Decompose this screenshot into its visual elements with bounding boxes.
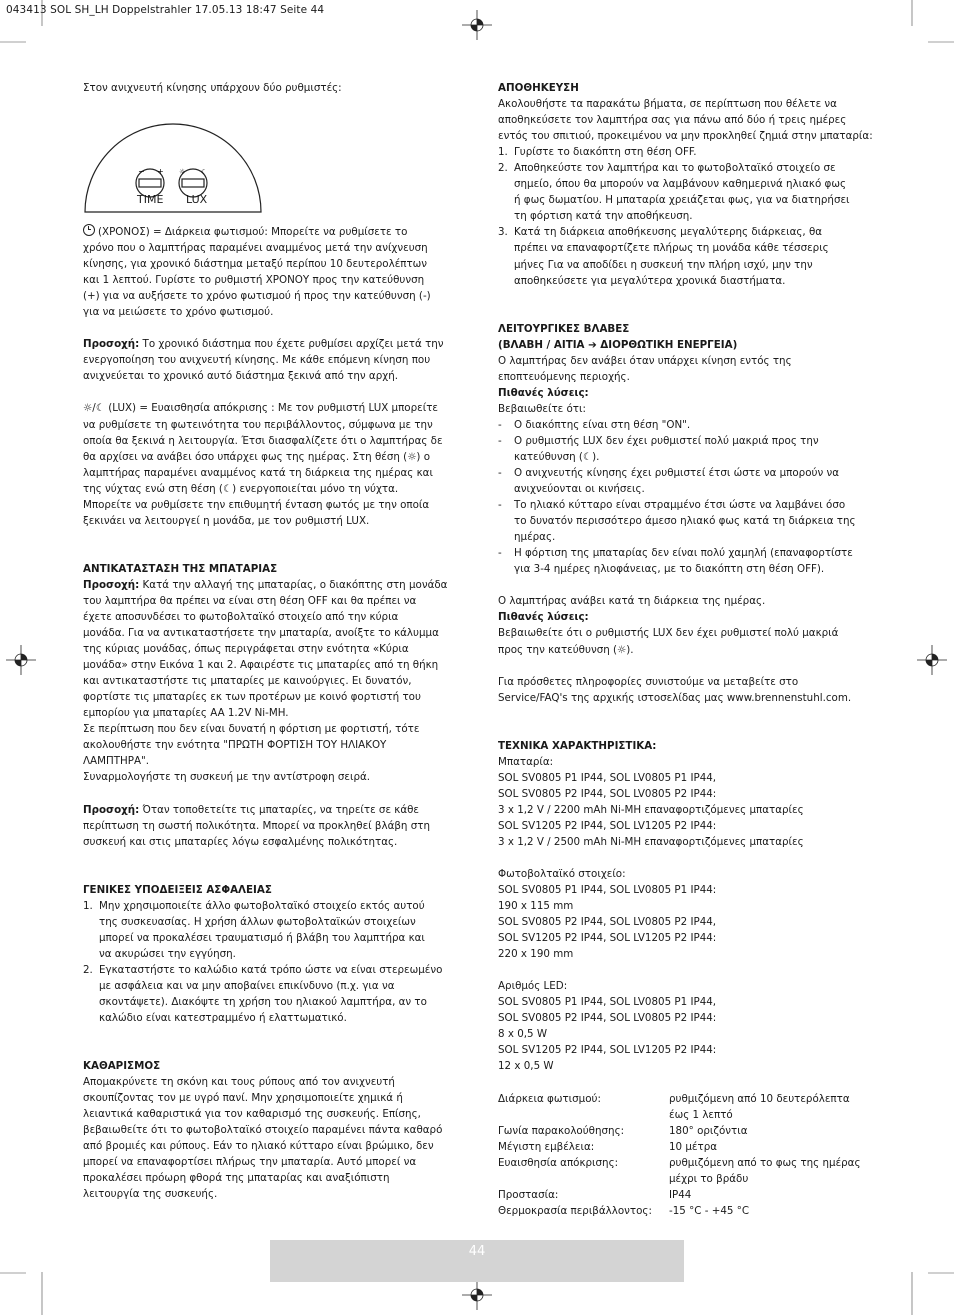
- page-number: 44: [468, 1244, 486, 1259]
- led-spec-block: Αριθμός LED: SOL SV0805 P1 IP44, SOL LV0805 P1 IP44, SOL SV0805 P2 IP44, SOL LV0805 P2 IP44: 8 x 0,5 W SOL SV1205 P2 IP44, SOL LV1205 P2 IP44: 12 x 0,5 W: [498, 980, 717, 1073]
- page-number-bar: [270, 1240, 684, 1282]
- battery-paragraph: Προσοχή: Κατά την αλλαγή της μπαταρίας, ο διακόπτης στη μονάδα του λαμπτήρα θα πρέπει να είναι στη θέση OFF και θα πρέπει να έχετε αποσυνδέσει το φωτοβολταϊκό στοιχείο από την κύρια μονάδα. Για να αντικαταστήσετε την μπαταρία, ανοίξτε το κάλυμμα της κύριας μονάδας, όπως περιγράφεται στην ενότητα «Κύρια μονάδα» στην Εικόνα 1 και 2. Αφαιρέστε τις μπαταρίες από τη θήκη και αντικαταστήστε τις μπαταρίες με καινούργιες. Ει δυνατόν, φορτίστε τις μπαταρίες εκ των προτέρων με κοινό φορτιστή του εμπορίου για μπαταρίες AA 1.2V Ni-MH. Σε περίπτωση που δεν είναι δυνατή η φόρτιση με φορτιστή, τότε ακολουθήστε την ενότητα "ΠΡΩΤΗ ΦΟΡΤΙΣΗ ΤΟΥ ΗΛΙΑΚΟΥ ΛΑΜΠΤΗΡΑ". Συναρμολογήστε τη συσκευή με την αντίστροφη σειρά.: [83, 578, 448, 784]
- lux-label: LUX: [186, 193, 208, 207]
- table-row: Θερμοκρασία περιβάλλοντος: -15 °C - +45 °C: [498, 1204, 750, 1217]
- sensor-diagram: [83, 96, 461, 216]
- solutions-label: Πιθανές λύσεις:: [498, 386, 589, 399]
- more-info: Για πρόσθετες πληροφορίες συνιστούμε να μεταβείτε στο: [498, 675, 799, 688]
- pv-spec-block: Φωτοβολταϊκό στοιχείο: SOL SV0805 P1 IP44, SOL LV0805 P1 IP44: 190 x 115 mm SOL SV0805 P2 IP44, SOL LV0805 P2 IP44, SOL SV1205 P2 IP44, SOL LV1205 P2 IP44: 220 x 190 mm: [498, 867, 717, 961]
- battery-heading: ΑΝΤΙΚΑΤΑΣΤΑΣΗ ΤΗΣ ΜΠΑΤΑΡΙΑΣ: [83, 562, 278, 575]
- left-column: [83, 80, 461, 1202]
- list-item: 1. Μην χρησιμοποιείτε άλλο φωτοβολταϊκό στοιχείο εκτός αυτού της συσκευασίας. Η χρήση άλλων φωτοβολταϊκών στοιχείων μπορεί να προκαλέσει τραυματισμό ή βλάβη του λαμπτήρα και να ακυρώσει την εγγύηση.: [83, 899, 425, 960]
- lux-paragraph: ☼/☾ (LUX) = Ευαισθησία απόκρισης : Με τον ρυθμιστή LUX μπορείτε να ρυθμίσετε τη φωτεινότητα του περιβάλλοντος, σύμφωνα με την οποία θα ξεκινά η λειτουργία. Έτσι διασφαλίζετε ότι ο λαμπτήρας δε θα αρχίσει να ανάβει όσο υπάρχει φως της ημέρας. Στη θέση (☼) ο λαμπτήρας παραμένει αναμμένος κατά τη διάρκεια της ημέρας και της νύχτας ενώ στη θέση (☾) ενεργοποιείται μόνο τη νύχτα. Μπορείτε να ρυθμίσετε την επιθυμητή ένταση φωτός με την οποία ξεκινάει να λειτουργεί η μονάδα, με τον ρυθμιστή LUX.: [83, 402, 443, 527]
- cleaning-paragraph: Απομακρύνετε τη σκόνη και τους ρύπους από τον ανιχνευτή σκουπίζοντας τον με υγρό πανί. Μην χρησιμοποιείτε χημικά ή λειαντικά καθαριστικά για τον καθαρισμό της συσκευής. Επίσης, βεβαιωθείτε ότι το φωτοβολταϊκό στοιχείο παραμένει πάντα καθαρό από βρομιές και ρύπους. Εάν το ηλιακό κύτταρο είναι βρώμικο, δεν μπορεί να επαναφορτίσει πλήρως την μπαταρία. Αυτό μπορεί να προκαλέσει πρόωρη φθορά της μπαταρίας και αναξιόπιστη λειτουργία της συσκευής.: [83, 1076, 443, 1201]
- list-item: 2. Εγκαταστήστε το καλώδιο κατά τρόπο ώστε να είναι στερεωμένο με ασφάλεια και να μην αποβαίνει επικίνδυνο (π.χ. για να σκοντάψετε). Διακόψτε τη χρήση του ηλιακού λαμπτήρα, αν το καλώδιο είναι κατεστραμμένο ή ελαττωματικό.: [83, 963, 443, 1025]
- sensor-housing-drawing: [83, 100, 263, 216]
- intro-text: Στον ανιχνευτή κίνησης υπάρχουν δύο ρυθμιστές:: [83, 82, 342, 94]
- time-minus-glyph: −: [138, 167, 145, 177]
- fault-check-list: [498, 417, 878, 577]
- right-column: ΑΠΟΘΗΚΕΥΣΗ Ακολουθήστε τα παρακάτω βήματα, σε περίπτωση που θέλετε να αποθηκεύσετε τον λαμπτήρα σας για πάνω από δύο ή τρεις ημέρες εντός του σπιτιού, προκειμένου να μην προκληθεί ζημιά στην μπαταρία: 1. Γυρίστε το διακόπτη στη θέση OFF. 2. Αποθηκεύστε τον λαμπτήρα και το φωτοβολταϊκό στοιχείο σε σημείο, όπου θα μπορούν να λαμβάνουν καθημερινά ηλιακό φως ή φως δωματίου. Η μπαταρία χρειάζεται φως, για να διατηρήσει τη φόρτιση κατά την αποθήκευση. 3. Κατά τη διάρκεια αποθήκευσης μεγαλύτερης διάρκειας, θα πρέπει να επαναφορτίζετε πλήρως τη μονάδα κάθε τέσσερις μήνες Για να αποδίδει η συσκευή την πλήρη ισχύ, μην την αποθηκεύσετε για μεγαλύτερα χρονικά διαστήματα. ΛΕΙΤΟΥΡΓΙΚΕΣ ΒΛΑΒΕΣ (ΒΛΑΒΗ / ΑΙΤΙΑ ➔ ΔΙΟΡΘΩΤΙΚΗ ΕΝΕΡΓΕΙΑ) Ο λαμπτήρας δεν ανάβει όταν υπάρχει κίνηση εντός της εποπτευόμενης περιοχής. Πιθανές λύσεις: Βεβαιωθείτε ότι: - Ο διακόπτης είναι στη θέση "ON". - Ο ρυθμιστής LUX δεν έχει ρυθμιστεί πολύ μακριά προς την κατεύθυνση (☾). - Ο ανιχνευτής κίνησης έχει ρυθμιστεί έτσι ώστε να μπορούν να ανιχνεύονται οι κινήσεις. - Το ηλιακό κύτταρο είναι στραμμένο έτσι ώστε να λαμβάνει όσο το δυνατόν περισσότερο άμεσο ηλιακό φως κατά τη διάρκεια της ημέρας. - Η φόρτιση της μπαταρίας δεν είναι πολύ χαμηλή (επαναφορτίστε για 3-4 ημέρες ηλιοφάνειας, με το διακόπτη στη θέση OFF). Ο λαμπτήρας ανάβει κατά τη διάρκεια της ημέρας. Πιθανές λύσεις: Βεβαιωθείτε ότι ο ρυθμιστής LUX δεν έχει ρυθμιστεί πολύ μακριά προς την κατεύθυνση (☼). Για πρόσθετες πληροφορίες συνιστούμε να μεταβείτε στο Service/FAQ's της αρχικής ιστοσελίδας μας www.brennenstuhl.com. ΤΕΧΝΙΚΑ ΧΑΡΑΚΤΗΡΙΣΤΙΚΑ: Μπαταρία: SOL SV0805 P1 IP44, SOL LV0805 P1 IP44, SOL SV0805 P2 IP44, SOL LV0805 P2 IP44: 3 x 1,2 V / 2200 mAh Ni-MH επαναφορτιζόμενες μπαταρίες SOL SV1205 P2 IP44, SOL LV1205 P2 IP44: 3 x 1,2 V / 2500 mAh Ni-MH επαναφορτιζόμενες μπαταρίες Φωτοβολταϊκό στοιχείο: SOL SV0805 P1 IP44, SOL LV0805 P1 IP44: 190 x 115 mm SOL SV0805 P2 IP44, SOL LV0805 P2 IP44, SOL SV1205 P2 IP44, SOL LV1205 P2 IP44: 220 x 190 mm Αριθμός LED: SOL SV0805 P1 IP44, SOL LV0805 P1 IP44, SOL SV0805 P2 IP44, SOL LV0805 P2 IP44: 8 x 0,5 W SOL SV1205 P2 IP44, SOL LV1205 P2 IP44: 12 x 0,5 W Διάρκεια φωτισμού: ρυθμιζόμενη από 10 δευτερόλεπτα έως 1 λεπτό Γωνία παρακολούθησης: 180° οριζόντια Μέγιστη εμβέλεια: 10 μέτρα Ευαισθησία απόκρισης: ρυθμιζόμενη από το φως της ημέρας μέχρι το βράδυ Προστασία: IP44 Θερμοκρασία περιβάλλοντος: -15 °C - +45 °C: [498, 80, 878, 1219]
- list-item: - Το ηλιακό κύτταρο είναι στραμμένο έτσι ώστε να λαμβάνει όσο το δυνατόν περισσότερο άμεσο ηλιακό φως κατά τη διάρκεια της ημέρας.: [498, 499, 856, 544]
- time-plus-glyph: +: [157, 167, 164, 177]
- safety-heading: ΓΕΝΙΚΕΣ ΥΠΟΔΕΙΞΕΙΣ ΑΣΦΑΛΕΙΑΣ: [83, 883, 272, 896]
- battery-spec-block: Μπαταρία: SOL SV0805 P1 IP44, SOL LV0805 P1 IP44, SOL SV0805 P2 IP44, SOL LV0805 P2 IP44: 3 x 1,2 V / 2200 mAh Ni-MH επαναφορτιζόμενες μπαταρίες SOL SV1205 P2 IP44, SOL LV1205 P2 IP44: 3 x 1,2 V / 2500 mAh Ni-MH επαναφορτιζόμενες μπαταρίες: [498, 755, 804, 848]
- storage-list: [498, 144, 878, 288]
- lux-sun-glyph: ☼: [179, 168, 186, 177]
- print-header-line: 043413 SOL SH_LH Doppelstrahler 17.05.13 18:47 Seite 44: [6, 4, 325, 16]
- time-label: TIME: [137, 193, 164, 207]
- time-paragraph: (ΧΡΟΝΟΣ) = Διάρκεια φωτισμού: Μπορείτε να ρυθμίσετε το χρόνο που ο λαμπτήρας παραμένει αναμμένος μετά την ανίχνευση κίνησης, για χρονικό διάστημα μεταξύ περίπου 10 δευτερολέπτων και 1 λεπτού. Γυρίστε το ρυθμιστή ΧΡΟΝΟΥ προς την κατεύθυνση (+) για να αυξήσετε το χρόνο φωτισμού ή προς την κατεύθυνση (-) για να μειώσετε το χρόνο φωτισμού.: [83, 226, 431, 319]
- safety-list: [83, 898, 461, 1026]
- list-item: - Ο διακόπτης είναι στη θέση "ON".: [498, 418, 691, 431]
- note-label: Προσοχή:: [83, 338, 140, 351]
- table-row: Μέγιστη εμβέλεια: 10 μέτρα: [498, 1140, 718, 1153]
- clock-icon: [83, 224, 95, 236]
- list-item: 3. Κατά τη διάρκεια αποθήκευσης μεγαλύτερης διάρκειας, θα πρέπει να επαναφορτίζετε πλήρως τη μονάδα κάθε τέσσερις μήνες Για να αποδίδει η συσκευή την πλήρη ισχύ, μην την αποθηκεύσετε για μεγαλύτερα χρονικά διαστήματα.: [498, 226, 829, 287]
- table-row: Διάρκεια φωτισμού: ρυθμιζόμενη από 10 δευτερόλεπτα έως 1 λεπτό: [498, 1092, 850, 1121]
- list-item: - Ο ρυθμιστής LUX δεν έχει ρυθμιστεί πολύ μακριά προς την κατεύθυνση (☾).: [498, 434, 819, 463]
- list-item: - Η φόρτιση της μπαταρίας δεν είναι πολύ χαμηλή (επαναφορτίστε για 3-4 ημέρες ηλιοφάνειας, με το διακόπτη στη θέση OFF).: [498, 547, 853, 576]
- list-item: 1. Γυρίστε το διακόπτη στη θέση OFF.: [498, 146, 697, 159]
- note-paragraph-1: Προσοχή: Το χρονικό διάστημα που έχετε ρυθμίσει αρχίζει μετά την ενεργοποίηση του ανιχνευτή κίνησης. Με κάθε επόμενη κίνηση που ανιχνεύεται το χρονικό αυτό διάστημα ξεκινά από την αρχή.: [83, 338, 444, 383]
- cleaning-heading: ΚΑΘΑΡΙΣΜΟΣ: [83, 1060, 161, 1073]
- faults-subheading: (ΒΛΑΒΗ / ΑΙΤΙΑ ➔ ΔΙΟΡΘΩΤΙΚΗ ΕΝΕΡΓΕΙΑ): [498, 338, 738, 351]
- note-paragraph-2: Προσοχή: Όταν τοποθετείτε τις μπαταρίες, να τηρείτε σε κάθε περίπτωση τη σωστή πολικότητα. Μπορεί να προκληθεί βλάβη στη συσκευή και στις μπαταρίες λόγω εσφαλμένης πολικότητας.: [83, 803, 430, 848]
- table-row: Ευαισθησία απόκρισης: ρυθμιζόμενη από το φως της ημέρας μέχρι το βράδυ: [498, 1156, 861, 1185]
- faults-heading: ΛΕΙΤΟΥΡΓΙΚΕΣ ΒΛΑΒΕΣ: [498, 322, 630, 335]
- list-item: 2. Αποθηκεύστε τον λαμπτήρα και το φωτοβολταϊκό στοιχείο σε σημείο, όπου θα μπορούν να λαμβάνουν καθημερινά ηλιακό φως ή φως δωματίου. Η μπαταρία χρειάζεται φως, για να διατηρήσει τη φόρτιση κατά την αποθήκευση.: [498, 162, 850, 223]
- spec-table: [498, 1091, 861, 1219]
- list-item: - Ο ανιχνευτής κίνησης έχει ρυθμιστεί έτσι ώστε να μπορούν να ανιχνεύονται οι κινήσεις.: [498, 467, 840, 496]
- tech-heading: ΤΕΧΝΙΚΑ ΧΑΡΑΚΤΗΡΙΣΤΙΚΑ:: [498, 739, 657, 752]
- storage-heading: ΑΠΟΘΗΚΕΥΣΗ: [498, 82, 579, 94]
- table-row: Προστασία: IP44: [498, 1188, 692, 1201]
- lux-moon-glyph: ☾: [201, 168, 208, 177]
- table-row: Γωνία παρακολούθησης: 180° οριζόντια: [498, 1124, 748, 1137]
